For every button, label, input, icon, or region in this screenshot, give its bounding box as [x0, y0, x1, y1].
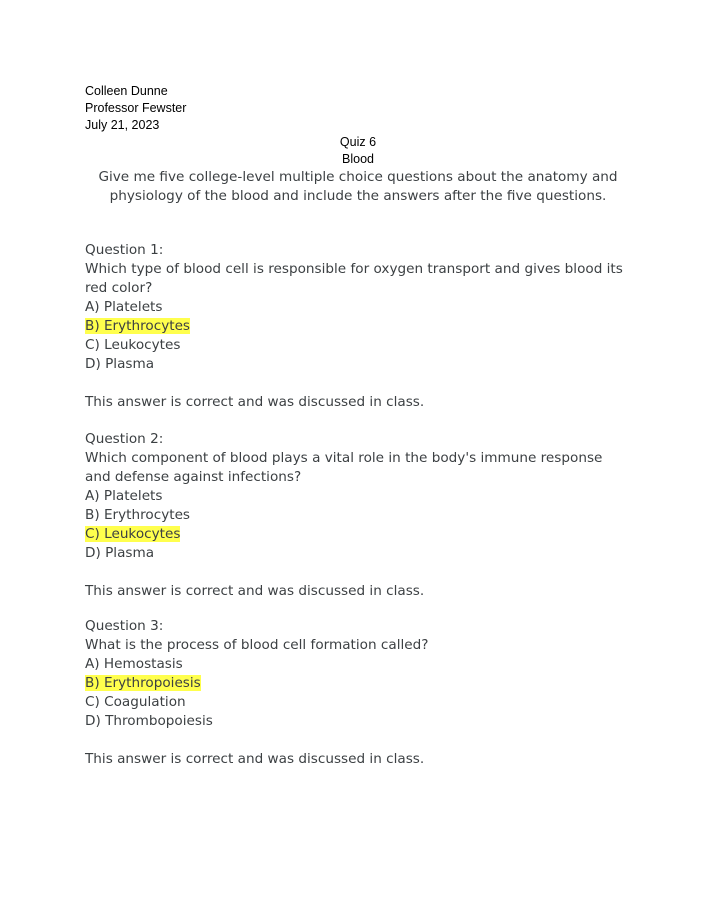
answer-option: D) Plasma	[85, 356, 155, 372]
blank-line	[85, 563, 625, 582]
question-block-1	[85, 241, 625, 412]
answer-option: A) Platelets	[85, 488, 163, 504]
question-label: Question 3:	[85, 618, 164, 634]
question-text: Which type of blood cell is responsible for oxygen transport and gives blood its red color?	[85, 261, 623, 296]
quiz-title: Quiz 6	[339, 135, 377, 149]
professor-name: Professor Fewster	[85, 101, 187, 115]
answer-option-highlighted	[85, 525, 625, 544]
document-header	[85, 83, 645, 134]
question-text: What is the process of blood cell formation called?	[85, 637, 429, 653]
document-date: July 21, 2023	[85, 118, 160, 132]
question-label: Question 2:	[85, 431, 164, 447]
quiz-topic: Blood	[342, 152, 374, 166]
answer-option-highlighted	[85, 317, 625, 336]
answer-option: A) Platelets	[85, 299, 163, 315]
question-block-2	[85, 430, 625, 601]
student-name: Colleen Dunne	[85, 84, 168, 98]
prompt-text: Give me five college-level multiple choice questions about the anatomy and physiology of the blood and include the answers after the five questions.	[98, 169, 618, 204]
answer-option: B) Erythrocytes	[85, 507, 191, 523]
answer-highlight: B) Erythrocytes	[85, 318, 191, 334]
answer-option: C) Leukocytes	[85, 337, 181, 353]
answer-highlight: B) Erythropoiesis	[85, 675, 201, 691]
answer-option: D) Thrombopoiesis	[85, 713, 213, 729]
answer-option: D) Plasma	[85, 545, 155, 561]
answer-comment: This answer is correct and was discussed in class.	[85, 583, 425, 599]
answer-highlight: C) Leukocytes	[85, 526, 181, 542]
question-text: Which component of blood plays a vital role in the body's immune response and defense against infections?	[85, 450, 603, 485]
answer-comment: This answer is correct and was discussed in class.	[85, 751, 425, 767]
answer-option: A) Hemostasis	[85, 656, 183, 672]
question-label: Question 1:	[85, 242, 164, 258]
blank-line	[85, 731, 625, 750]
question-block-3	[85, 617, 625, 769]
blank-line	[85, 374, 625, 393]
answer-option-highlighted	[85, 674, 625, 693]
answer-option: C) Coagulation	[85, 694, 186, 710]
answer-comment: This answer is correct and was discussed in class.	[85, 394, 425, 410]
